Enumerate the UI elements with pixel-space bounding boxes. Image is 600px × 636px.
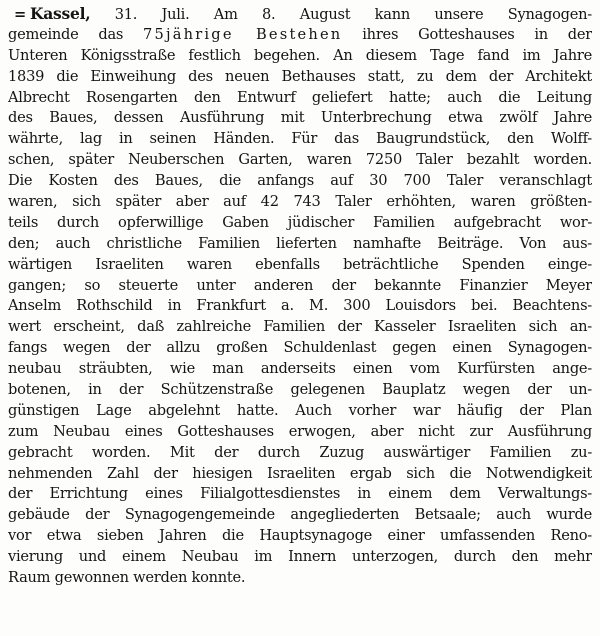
article-line: waren, sich später aber auf 42 743 Taler erhöhten, waren größten- (8, 193, 592, 211)
article-line: des Baues, dessen Ausführung mit Unterbrechung etwa zwölf Jahre (8, 109, 592, 127)
article-line: wärtigen Israeliten waren ebenfalls beträchtliche Spenden einge- (8, 255, 592, 273)
article-line: nehmenden Zahl der hiesigen Israeliten ergab sich die Notwendigkeit (8, 464, 592, 482)
article-line: gebäude der Synagogengemeinde angegliederten Betsaale; auch wurde (8, 506, 592, 524)
dateline-place: Kassel, (29, 4, 91, 23)
article-line: fangs wegen der allzu großen Schuldenlast gegen einen Synagogen- (8, 339, 592, 357)
article-line: gangen; so steuerte unter anderen der bekannte Finanzier Meyer (8, 276, 592, 294)
article-line: der Errichtung eines Filialgottesdienstes in einem dem Verwaltungs- (8, 485, 592, 503)
article-line: neubau sträubten, wie man anderseits einen vom Kurfürsten ange- (8, 360, 592, 378)
article-line: Anselm Rothschild in Frankfurt a. M. 300 Louisdors bei. Beachtens- (8, 297, 592, 315)
article-line: währte, lag in seinen Händen. Für das Baugrundstück, den Wolff- (8, 130, 592, 148)
article-line: Unteren Königsstraße festlich begehen. An diesem Tage fand im Jahre (8, 46, 592, 64)
section-mark: = (14, 6, 26, 23)
article-line: schen, später Neuberschen Garten, waren 7250 Taler bezahlt worden. (8, 151, 592, 169)
article-line: 1839 die Einweihung des neuen Bethauses statt, zu dem der Architekt (8, 67, 592, 85)
article-line: botenen, in der Schützenstraße gelegenen Bauplatz wegen der un- (8, 381, 592, 399)
article-line: zum Neubau eines Gotteshauses erwogen, aber nicht zur Ausführung (8, 422, 592, 440)
article-line-2: gemeinde das 75jährige Bestehen ihres Gotteshauses in der (8, 25, 592, 43)
article-line: vor etwa sieben Jahren die Hauptsynagoge einer umfassenden Reno- (8, 527, 592, 545)
article-line: günstigen Lage abgelehnt hatte. Auch vorher war häufig der Plan (8, 401, 592, 419)
article-line: gebracht worden. Mit der durch Zuzug auswärtiger Familien zu- (8, 443, 592, 461)
dateline-rest: 31. Juli. Am 8. August kann unsere Synagogen- (90, 6, 592, 23)
article-line: Albrecht Rosengarten den Entwurf geliefert hatte; auch die Leitung (8, 88, 592, 106)
article-line: vierung und einem Neubau im Innern unterzogen, durch den mehr (8, 548, 592, 566)
article-line-1 (8, 4, 592, 25)
article-line: wert erscheint, daß zahlreiche Familien der Kasseler Israeliten sich an- (8, 318, 592, 336)
news-article (8, 4, 592, 589)
emphasized-phrase: 75jährige Bestehen (143, 25, 343, 43)
article-line-last: Raum gewonnen werden konnte. (8, 569, 246, 587)
article-line: teils durch opferwillige Gaben jüdischer Familien aufgebracht wor- (8, 213, 592, 231)
article-line: den; auch christliche Familien lieferten namhafte Beiträge. Von aus- (8, 234, 592, 252)
article-line: Die Kosten des Baues, die anfangs auf 30 700 Taler veranschlagt (8, 172, 592, 190)
